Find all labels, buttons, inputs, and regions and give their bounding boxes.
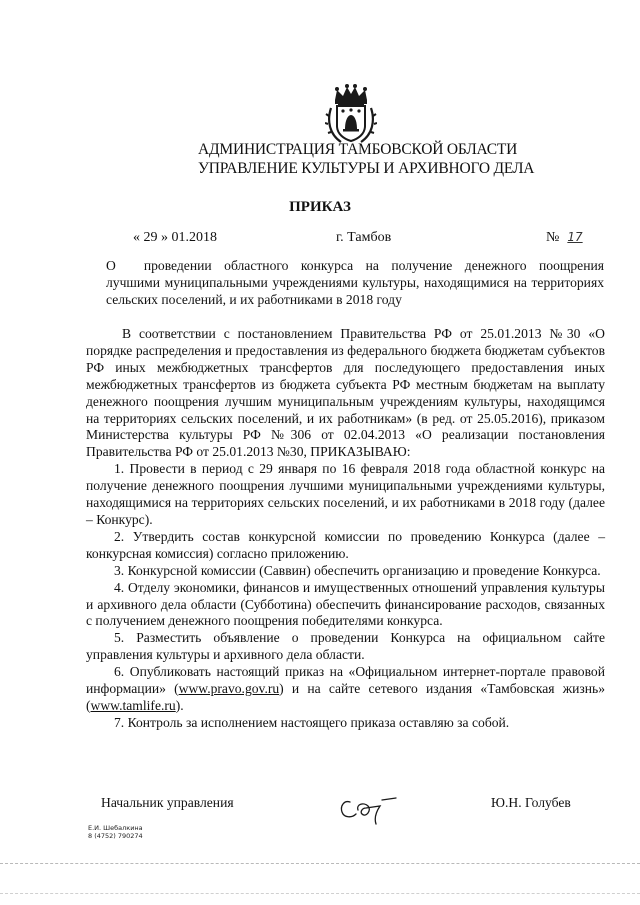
order-item-1: 1. Провести в период с 29 января по 16 февраля 2018 года областной конкурс на получение денежного поощрения лучшими муниципальными учреждениями культуры, находящимися на территориях сельских поселений, и их работниками в 2018 году (далее – Конкурс). <box>86 461 605 527</box>
order-subject <box>106 257 604 308</box>
order-number-label: № <box>546 230 560 245</box>
order-body <box>86 326 605 732</box>
order-item-2: 2. Утвердить состав конкурсной комиссии по проведению Конкурса (далее – конкурсная комиссия) согласно приложению. <box>86 528 605 561</box>
order-number-value: 17 <box>567 230 583 244</box>
order-date: « 29 » 01.2018 <box>133 230 217 245</box>
link-pravo-gov[interactable]: www.pravo.gov.ru <box>178 681 280 697</box>
signatory-role: Начальник управления <box>101 795 234 810</box>
subject-prefix: О <box>106 258 116 273</box>
order-city: г. Тамбов <box>336 230 392 245</box>
document-title: ПРИКАЗ <box>289 199 351 215</box>
executor-info <box>88 824 143 840</box>
executor-phone: 8 (4752) 790274 <box>88 832 143 840</box>
header-organization: АДМИНИСТРАЦИЯ ТАМБОВСКОЙ ОБЛАСТИ <box>198 141 518 158</box>
order-item-7: 7. Контроль за исполнением настоящего приказа оставляю за собой. <box>114 714 510 730</box>
subject-text: проведении областного конкурса на получение денежного поощрения лучшими муниципальными учреждениями культуры, находящимися на территориях сельских поселений, и их работниками в 2018 году <box>106 258 604 307</box>
scan-fold-line <box>0 863 640 864</box>
item6-text-start: 6. Опубликовать настоящий приказ на «Официальном интернет-портале правовой информации» ( <box>86 664 605 697</box>
tambov-coat-of-arms-icon <box>325 82 377 146</box>
link-tamlife[interactable]: www.tamlife.ru <box>90 697 176 713</box>
executor-name: Е.И. Шебалкина <box>88 824 143 832</box>
scan-edge-line <box>0 893 640 894</box>
preamble-paragraph: В соответствии с постановлением Правительства РФ от 25.01.2013 №30 «О порядке распределения и предоставления из федерального бюджета бюджетам субъектов РФ иных межбюджетных трансфертов для последующего предоставления иных межбюджетных трансфертов из бюджета субъекта РФ местным бюджетам на выплату денежного поощрения лучшим муниципальным учреждениям культуры, находящимся на территориях сельских поселений, и их работникам» (в ред. от 25.05.2016), приказом Министерства культуры РФ №306 от 02.04.2013 «О реализации постановления Правительства РФ от 25.01.2013 №30, ПРИКАЗЫВАЮ: <box>86 326 605 460</box>
item6-text-end: ). <box>175 697 184 713</box>
item6-text-middle: ) и на сайте сетевого издания «Тамбовская жизнь» ( <box>86 681 605 713</box>
order-item-6 <box>86 664 605 715</box>
signatory-name: Ю.Н. Голубев <box>491 795 571 810</box>
handwritten-signature <box>336 792 406 826</box>
order-item-3: 3. Конкурсной комиссии (Саввин) обеспечить организацию и проведение Конкурса. <box>114 562 601 578</box>
order-number <box>546 230 583 246</box>
header-department: УПРАВЛЕНИЕ КУЛЬТУРЫ И АРХИВНОГО ДЕЛА <box>198 160 535 177</box>
order-item-4: 4. Отделу экономики, финансов и имущественных отношений управления культуры и архивного дела области (Субботина) обеспечить финансирование расходов, связанных с получением денежного поощрения победителями конкурса. <box>86 579 605 629</box>
order-item-5: 5. Разместить объявление о проведении Конкурса на официальном сайте управления культуры и архивного дела области. <box>86 630 605 663</box>
